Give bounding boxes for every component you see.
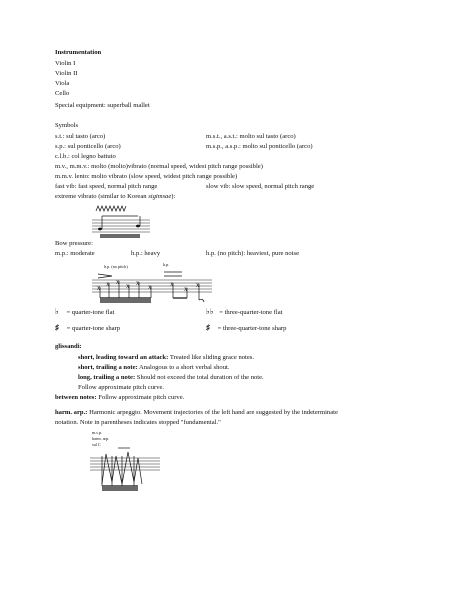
special-equipment: Special equipment: superball mallet	[55, 102, 150, 109]
extreme-vibrato-notation	[92, 204, 152, 242]
bow-pressure-hp: h.p.: heavy	[131, 250, 161, 257]
svg-text:x: x	[126, 282, 130, 290]
symbol-st: s.t.: sul tasto (arco)	[55, 133, 106, 140]
glissando-short-trailing: short, trailing a note: Analogous to a short verbal shout.	[78, 364, 230, 371]
svg-text:x: x	[116, 278, 120, 286]
three-quarter-tone-sharp-icon: ♯	[206, 323, 210, 332]
bow-pressure-hp-no-pitch: h.p. (no pitch): heaviest, pure noise	[206, 250, 300, 257]
accidental-quarter-flat: ♭ = quarter-tone flat	[55, 307, 115, 316]
svg-text:x: x	[196, 281, 200, 289]
instrument-cello: Cello	[55, 90, 70, 97]
svg-text:x: x	[184, 285, 188, 293]
instrument-violin-1: Violin I	[55, 60, 76, 67]
instrument-violin-2: Violin II	[55, 70, 78, 77]
instrumentation-heading: Instrumentation	[55, 49, 102, 56]
glissandi-heading: glissandi:	[55, 343, 82, 350]
symbol-slow-vib: slow vib: slow speed, normal pitch range	[206, 183, 315, 190]
svg-text:x: x	[97, 284, 101, 292]
symbols-heading: Symbols	[55, 122, 79, 129]
symbol-sp: s.p.: sul ponticello (arco)	[55, 143, 121, 150]
three-quarter-tone-flat-icon: ♭♭	[206, 307, 214, 316]
symbol-fast-vib: fast vib: fast speed, normal pitch range	[55, 183, 158, 190]
harm-arp-label-sul-c: sul C	[92, 442, 101, 447]
symbol-msp: m.s.p., a.s.p.: molto sul ponticello (arco)	[206, 143, 313, 150]
harm-arp-line-1: harm. arp.: Harmonic arpeggio. Movement trajectories of the left hand are suggested by the indeterminate	[55, 409, 338, 416]
svg-text:x: x	[106, 280, 110, 288]
harm-arp-label-msp: m.s.p.	[92, 430, 103, 435]
accidental-three-quarter-sharp: ♯ = three-quarter-tone sharp	[206, 323, 287, 332]
bow-pressure-mp: m.p.: moderate	[55, 250, 95, 257]
bow-example-label-hp: h.p.	[163, 262, 170, 267]
accidental-quarter-sharp: ♯ = quarter-tone sharp	[55, 323, 121, 332]
glissando-long-trailing: long, trailing a note: Should not exceed the total duration of the note.	[78, 374, 264, 381]
quarter-tone-sharp-icon: ♯	[55, 323, 59, 332]
harm-arp-line-2: notation. Note in parentheses indicates stopped "fundamental."	[55, 419, 221, 426]
glissando-between-notes: between notes: Follow approximate pitch curve.	[55, 394, 185, 401]
bow-pressure-heading: Bow pressure:	[55, 240, 93, 247]
quarter-tone-flat-icon: ♭	[55, 307, 59, 316]
bow-pressure-notation	[92, 270, 214, 306]
glissando-short-leading: short, leading toward an attack: Treated like sliding grace notes.	[78, 354, 255, 361]
symbol-mmv-lento: m.m.v. lento: molto vibrato (slow speed, widest pitch range possible)	[55, 173, 238, 180]
symbol-extreme-vibrato: extreme vibrato (similar to Korean sigimsae):	[55, 193, 176, 200]
harm-arp-label-harm: harm. arp.	[92, 436, 110, 441]
svg-text:x: x	[136, 279, 140, 287]
harmonic-arpeggio-notation	[90, 446, 162, 496]
symbol-mv: m.v., m.m.v.: molto (molto)vibrato (normal speed, widest pitch range possible)	[55, 163, 263, 170]
svg-text:x: x	[148, 283, 152, 291]
bow-example-label-no-pitch: h.p. (no pitch)	[104, 264, 128, 269]
glissando-follow-curve: Follow approximate pitch curve.	[78, 384, 165, 391]
svg-text:x: x	[170, 280, 174, 288]
symbol-clb: c.l.b.: col legno battuto	[55, 153, 116, 160]
instrument-viola: Viola	[55, 80, 70, 87]
symbol-mst: m.s.t., a.s.t.: molto sul tasto (arco)	[206, 133, 296, 140]
accidental-three-quarter-flat: ♭♭ = three-quarter-tone flat	[206, 307, 283, 316]
